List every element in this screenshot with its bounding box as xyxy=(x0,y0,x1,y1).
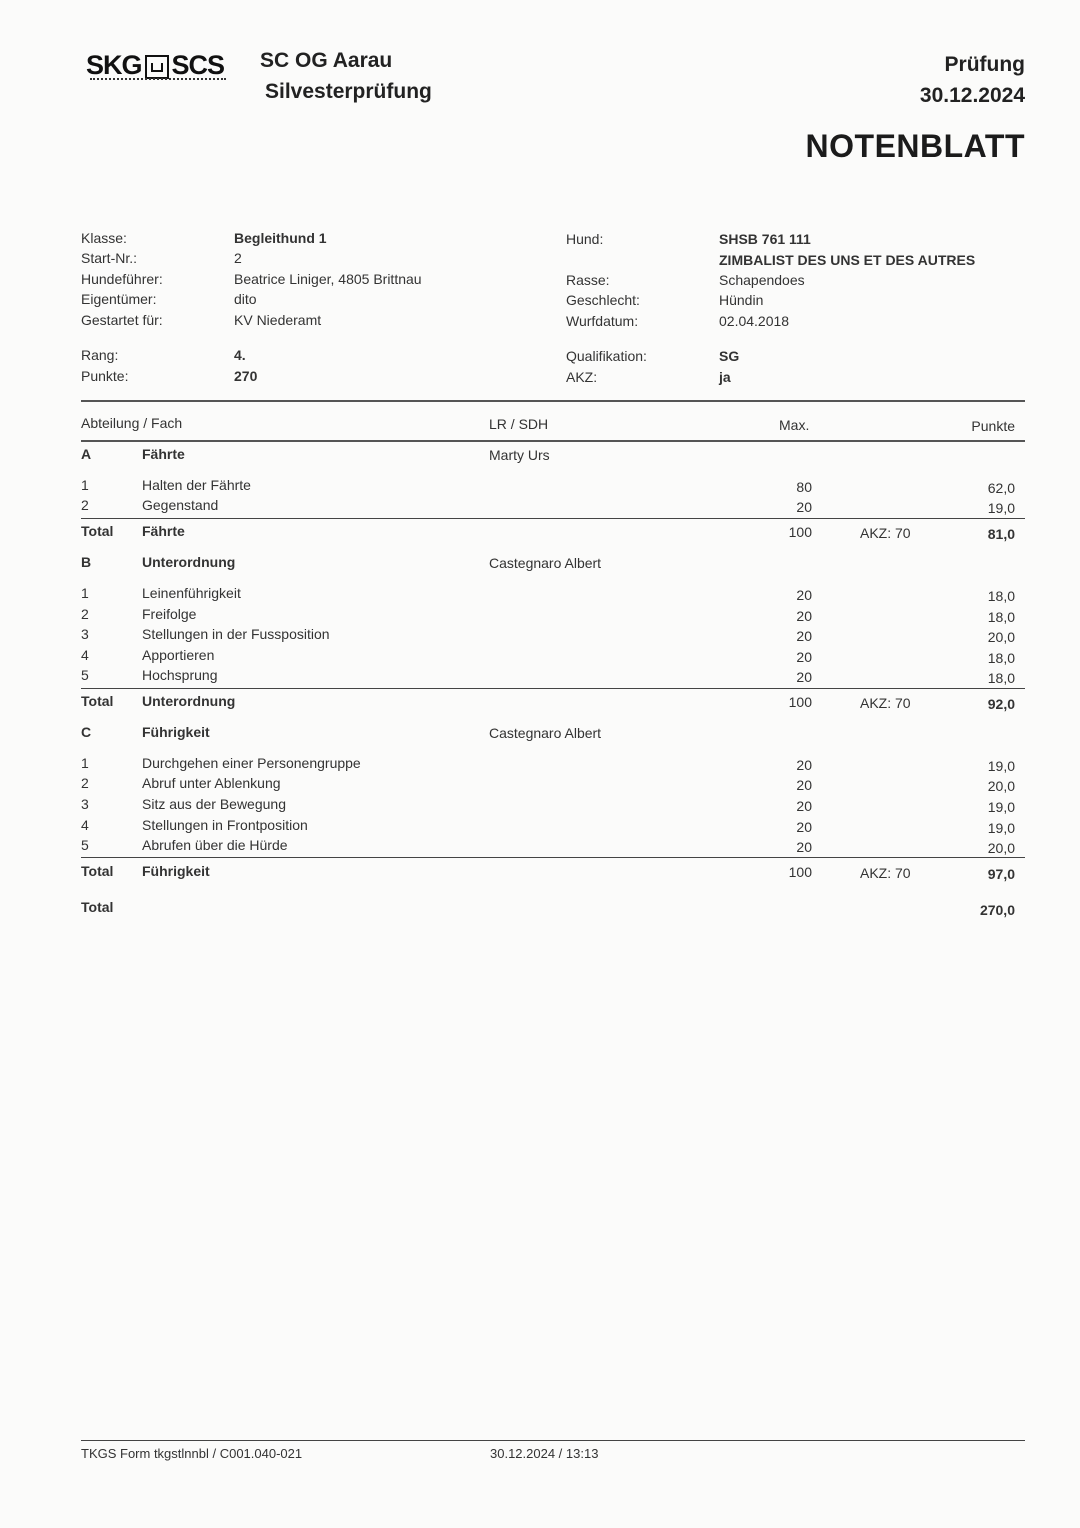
doc-type: Prüfung xyxy=(944,53,1025,76)
item-max: 20 xyxy=(796,819,812,835)
item-no: 3 xyxy=(81,626,89,642)
total-max: 100 xyxy=(788,694,812,710)
item-points: 19,0 xyxy=(987,820,1015,836)
logo-dog-house-icon xyxy=(145,55,169,79)
total-max: 100 xyxy=(788,864,812,880)
item-no: 4 xyxy=(81,817,89,833)
divider xyxy=(81,400,1025,402)
item-points: 19,0 xyxy=(987,799,1015,815)
startnr-label: Start-Nr.: xyxy=(81,250,138,266)
item-points: 19,0 xyxy=(987,500,1015,516)
item-name: Abrufen über die Hürde xyxy=(142,837,288,853)
total-akz: AKZ: 70 xyxy=(860,525,911,541)
footer-divider xyxy=(81,1440,1025,1441)
total-label: Total xyxy=(81,693,114,709)
logo-text-right: SCS xyxy=(171,50,225,80)
item-max: 20 xyxy=(796,798,812,814)
total-name: Unterordnung xyxy=(142,693,236,709)
item-no: 4 xyxy=(81,647,89,663)
klasse-label: Klasse: xyxy=(81,230,127,246)
item-max: 20 xyxy=(796,608,812,624)
hund-label: Hund: xyxy=(566,231,604,247)
item-max: 20 xyxy=(796,587,812,603)
item-no: 2 xyxy=(81,497,89,513)
item-points: 19,0 xyxy=(987,758,1015,774)
item-points: 18,0 xyxy=(987,650,1015,666)
gestartet-label: Gestartet für: xyxy=(81,312,163,328)
total-name: Fährte xyxy=(142,523,185,539)
col-header-fach: Abteilung / Fach xyxy=(81,415,183,431)
page-title: NOTENBLATT xyxy=(805,128,1025,164)
exam-date: 30.12.2024 xyxy=(919,84,1025,107)
wurf-value: 02.04.2018 xyxy=(719,313,790,329)
col-header-max: Max. xyxy=(779,417,810,433)
divider xyxy=(81,518,1025,519)
total-label: Total xyxy=(81,863,114,879)
item-max: 80 xyxy=(796,479,812,495)
fuehrer-label: Hundeführer: xyxy=(81,271,163,287)
item-name: Halten der Fährte xyxy=(142,477,251,493)
item-name: Hochsprung xyxy=(142,667,218,683)
item-max: 20 xyxy=(796,839,812,855)
item-no: 5 xyxy=(81,667,89,683)
geschlecht-label: Geschlecht: xyxy=(566,292,640,308)
punkte-value: 270 xyxy=(234,368,258,384)
geschlecht-value: Hündin xyxy=(719,292,764,308)
item-name: Freifolge xyxy=(142,606,197,622)
item-max: 20 xyxy=(796,757,812,773)
item-no: 1 xyxy=(81,755,89,771)
event-name: Silvesterprüfung xyxy=(265,80,432,103)
section-judge: Castegnaro Albert xyxy=(489,725,602,741)
hund-id: SHSB 761 111 xyxy=(719,231,811,247)
grand-total-points: 270,0 xyxy=(979,902,1015,918)
klasse-value: Begleithund 1 xyxy=(234,230,327,246)
item-max: 20 xyxy=(796,669,812,685)
quali-label: Qualifikation: xyxy=(566,348,647,364)
startnr-value: 2 xyxy=(234,250,242,266)
divider xyxy=(81,688,1025,689)
section-name: Führigkeit xyxy=(142,724,210,740)
item-points: 18,0 xyxy=(987,670,1015,686)
logo-text-left: SKG xyxy=(86,50,142,80)
section-code: C xyxy=(81,724,92,740)
total-akz: AKZ: 70 xyxy=(860,695,911,711)
akz-label: AKZ: xyxy=(566,369,598,385)
item-name: Stellungen in der Fussposition xyxy=(142,626,330,642)
total-akz: AKZ: 70 xyxy=(860,865,911,881)
wurf-label: Wurfdatum: xyxy=(566,313,639,329)
section-code: B xyxy=(81,554,92,570)
item-name: Stellungen in Frontposition xyxy=(142,817,308,833)
section-judge: Castegnaro Albert xyxy=(489,555,602,571)
item-name: Apportieren xyxy=(142,647,215,663)
total-name: Führigkeit xyxy=(142,863,210,879)
item-max: 20 xyxy=(796,777,812,793)
section-judge: Marty Urs xyxy=(489,447,550,463)
item-name: Abruf unter Ablenkung xyxy=(142,775,281,791)
col-header-lr: LR / SDH xyxy=(489,416,549,432)
club-logo xyxy=(86,50,224,81)
item-points: 62,0 xyxy=(987,480,1015,496)
item-max: 20 xyxy=(796,628,812,644)
form-id: TKGS Form tkgstlnnbl / C001.040-021 xyxy=(81,1446,303,1461)
total-max: 100 xyxy=(788,524,812,540)
item-no: 2 xyxy=(81,606,89,622)
divider xyxy=(81,857,1025,858)
item-points: 18,0 xyxy=(987,588,1015,604)
total-points: 81,0 xyxy=(987,526,1015,542)
logo-tagline-rule xyxy=(90,78,226,83)
item-name: Durchgehen einer Personengruppe xyxy=(142,755,361,771)
akz-value: ja xyxy=(719,369,731,385)
item-no: 1 xyxy=(81,477,89,493)
item-points: 20,0 xyxy=(987,778,1015,794)
divider xyxy=(81,440,1025,442)
col-header-punkte: Punkte xyxy=(971,418,1015,434)
item-name: Sitz aus der Bewegung xyxy=(142,796,286,812)
item-no: 2 xyxy=(81,775,89,791)
item-max: 20 xyxy=(796,649,812,665)
item-points: 18,0 xyxy=(987,609,1015,625)
item-max: 20 xyxy=(796,499,812,515)
gestartet-value: KV Niederamt xyxy=(234,312,322,328)
total-label: Total xyxy=(81,523,114,539)
item-no: 3 xyxy=(81,796,89,812)
item-no: 1 xyxy=(81,585,89,601)
hund-name: ZIMBALIST DES UNS ET DES AUTRES xyxy=(719,252,976,268)
item-name: Gegenstand xyxy=(142,497,219,513)
rang-value: 4. xyxy=(234,347,246,363)
item-points: 20,0 xyxy=(987,840,1015,856)
item-name: Leinenführigkeit xyxy=(142,585,241,601)
section-name: Fährte xyxy=(142,446,185,462)
organizer: SC OG Aarau xyxy=(260,49,393,72)
section-code: A xyxy=(81,446,92,462)
rasse-label: Rasse: xyxy=(566,272,610,288)
section-name: Unterordnung xyxy=(142,554,236,570)
quali-value: SG xyxy=(719,348,740,364)
rasse-value: Schapendoes xyxy=(719,272,805,288)
item-points: 20,0 xyxy=(987,629,1015,645)
total-points: 92,0 xyxy=(987,696,1015,712)
fuehrer-value: Beatrice Liniger, 4805 Brittnau xyxy=(234,271,422,287)
total-points: 97,0 xyxy=(987,866,1015,882)
print-timestamp: 30.12.2024 / 13:13 xyxy=(490,1446,599,1461)
eigentuemer-label: Eigentümer: xyxy=(81,291,157,307)
punkte-label: Punkte: xyxy=(81,368,129,384)
item-no: 5 xyxy=(81,837,89,853)
rang-label: Rang: xyxy=(81,347,119,363)
eigentuemer-value: dito xyxy=(234,291,257,307)
grand-total-label: Total xyxy=(81,899,114,915)
